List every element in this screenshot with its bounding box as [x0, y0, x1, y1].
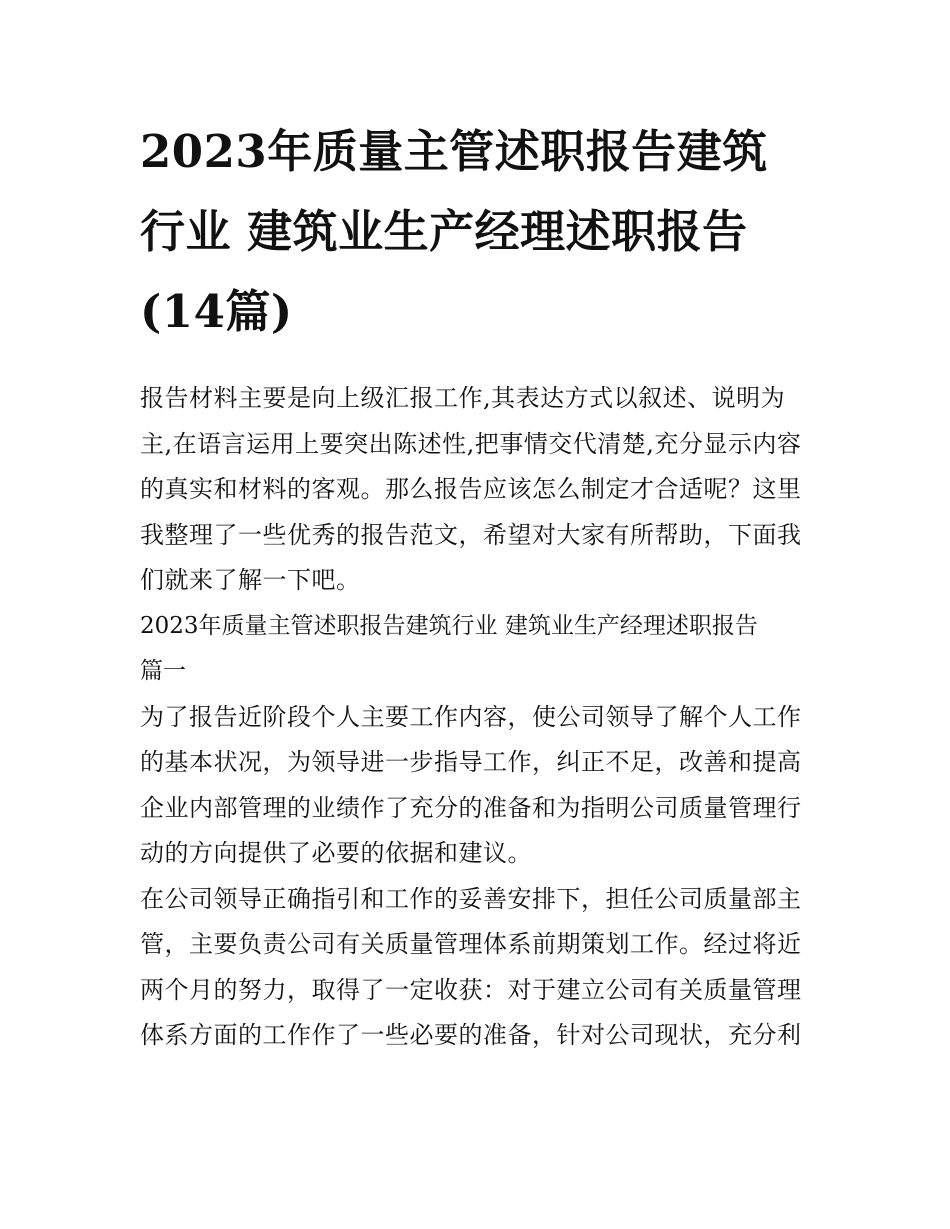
section-heading-line: 篇一	[140, 658, 186, 684]
text-line: 在公司领导正确指引和工作的妥善安排下，担任公司质量部主	[140, 884, 802, 913]
text-line: 主,在语言运用上要突出陈述性,把事情交代清楚,充分显示内容	[140, 429, 802, 458]
text-line: 动的方向提供了必要的依据和建议。	[140, 839, 532, 867]
text-line: 为了报告近阶段个人主要工作内容，使公司领导了解个人工作	[140, 702, 802, 731]
document-page	[140, 112, 812, 1059]
document-title	[140, 112, 812, 352]
text-line: 们就来了解一下吧。	[140, 566, 361, 594]
section-heading	[140, 604, 812, 695]
text-line: 管，主要负责公司有关质量管理体系前期策划工作。经过将近	[140, 930, 802, 958]
text-line: 报告材料主要是向上级汇报工作,其表达方式以叙述、说明为	[140, 384, 786, 412]
title-line: 行业 建筑业生产经理述职报告	[140, 205, 748, 258]
text-line: 的基本状况，为领导进一步指导工作，纠正不足，改善和提高	[140, 748, 802, 776]
body-paragraph-2	[140, 877, 812, 1059]
text-line: 我整理了一些优秀的报告范文，希望对大家有所帮助，下面我	[140, 520, 802, 549]
text-line: 两个月的努力，取得了一定收获：对于建立公司有关质量管理	[140, 975, 802, 1004]
text-line: 体系方面的工作作了一些必要的准备，针对公司现状，充分利	[140, 1021, 802, 1049]
intro-paragraph	[140, 376, 812, 604]
text-line: 的真实和材料的客观。那么报告应该怎么制定才合适呢？这里	[140, 475, 802, 503]
title-line: 2023年质量主管述职报告建筑	[140, 125, 768, 178]
title-line: (14篇)	[140, 285, 293, 338]
body-paragraph-1	[140, 695, 812, 877]
text-line: 企业内部管理的业绩作了充分的准备和为指明公司质量管理行	[140, 793, 802, 822]
section-heading-line: 2023年质量主管述职报告建筑行业 建筑业生产经理述职报告	[140, 612, 758, 639]
